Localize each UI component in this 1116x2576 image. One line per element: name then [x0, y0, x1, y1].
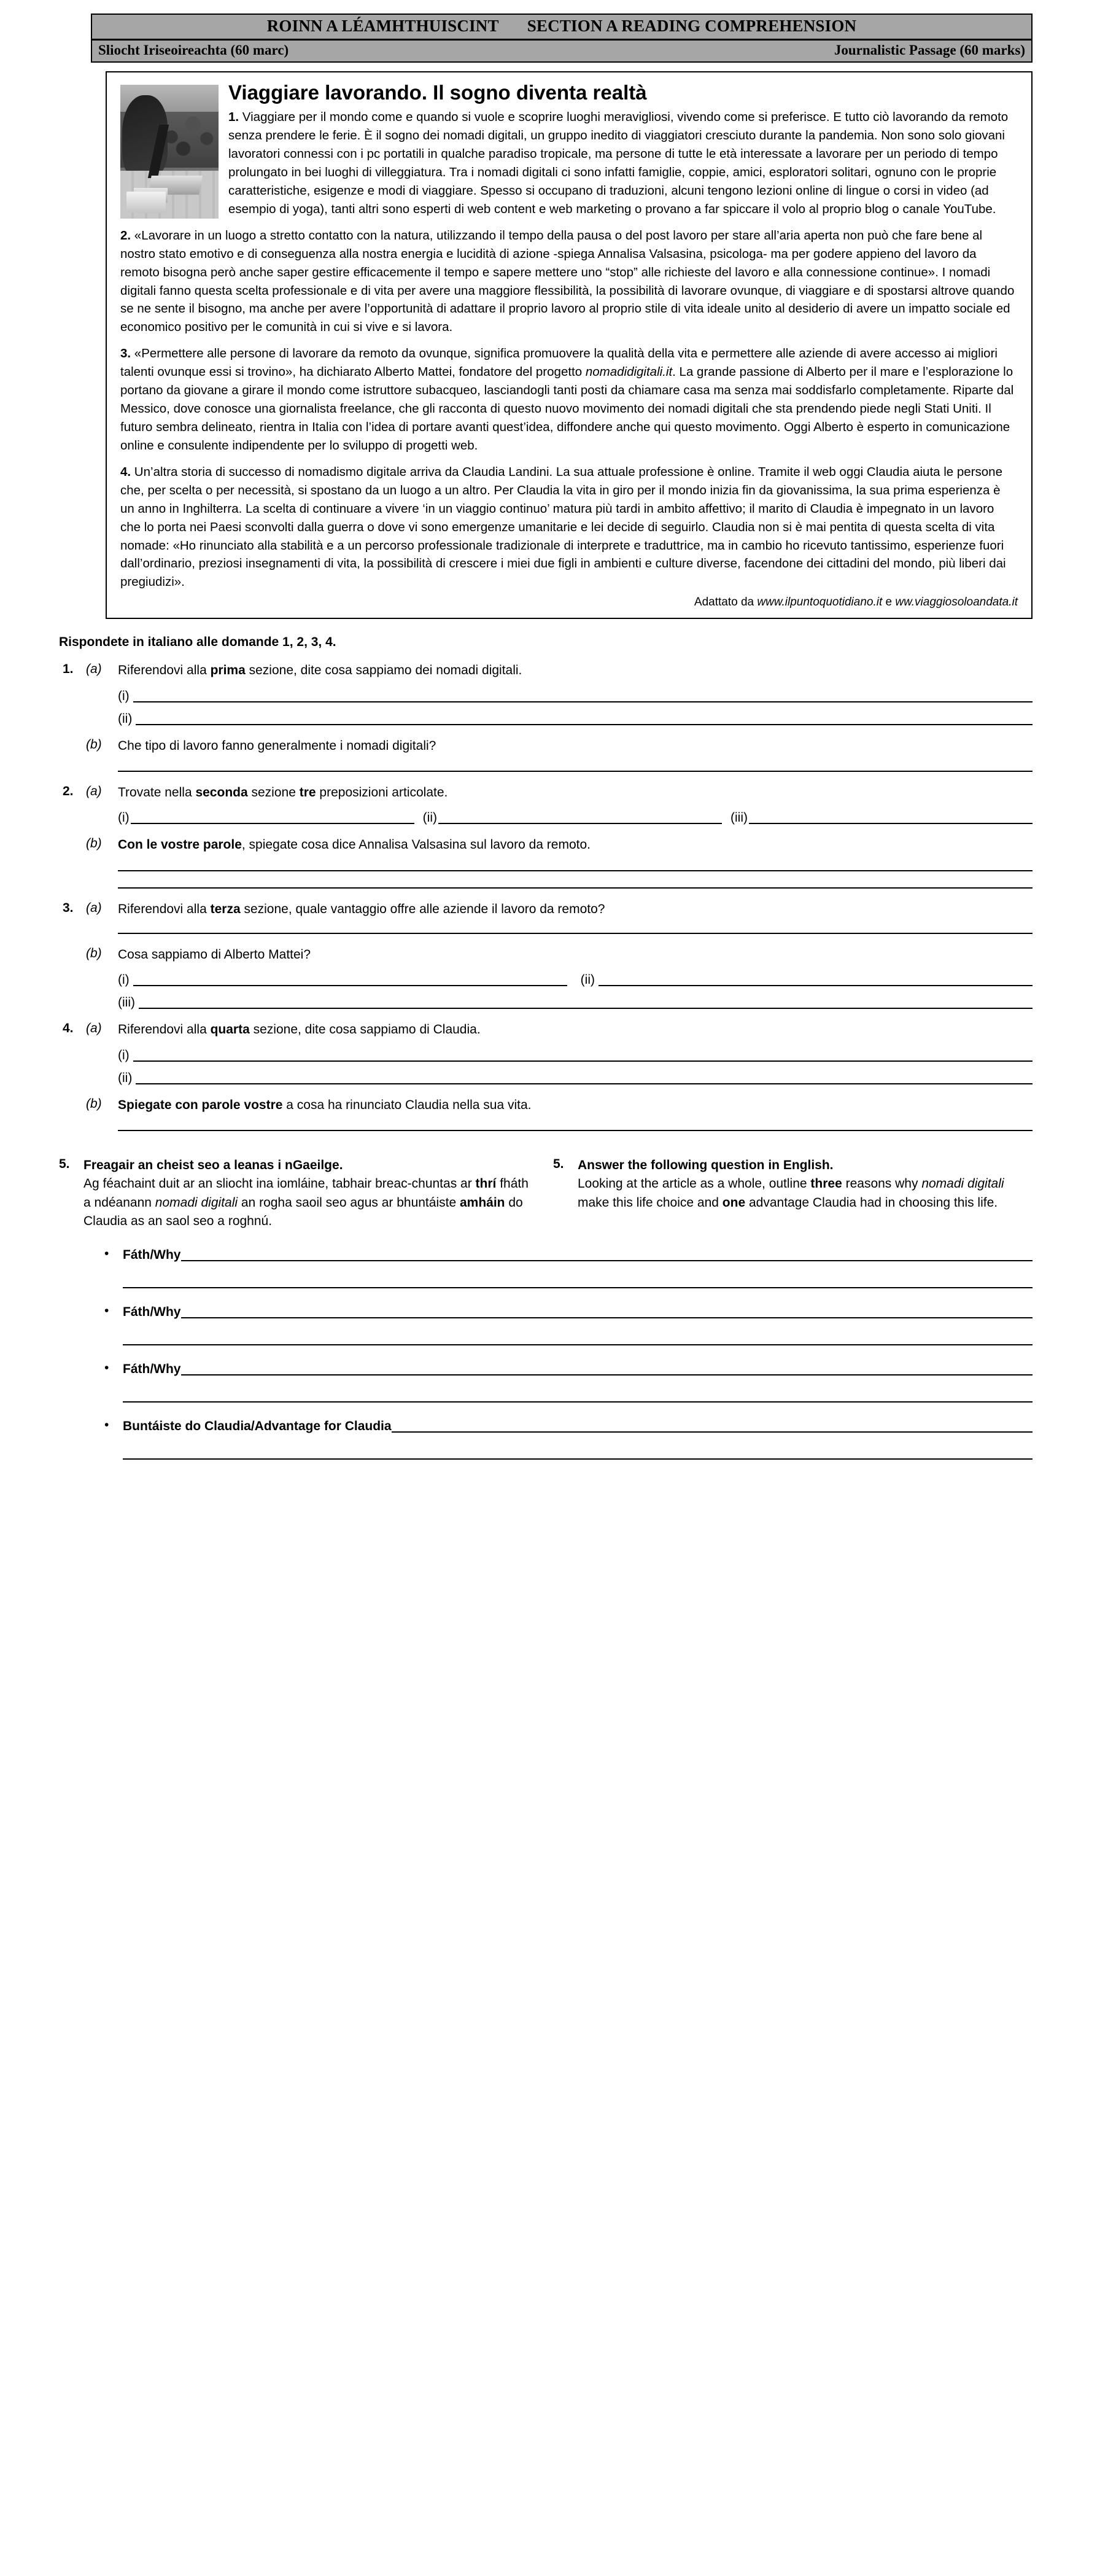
- article-paragraph-1: [120, 108, 1018, 219]
- q5-english-b1: three: [810, 1177, 842, 1191]
- question-letter-2b: (b): [86, 836, 102, 851]
- credit-prefix: Adattato da: [694, 596, 758, 609]
- question-letter-4a: (a): [86, 1021, 102, 1036]
- answer-line-2b-1[interactable]: [118, 869, 1033, 871]
- answer-rule[interactable]: [131, 814, 414, 824]
- credit-join: e: [882, 596, 896, 609]
- passage-subtitle-irish: Sliocht Iriseoireachta (60 marc): [98, 42, 289, 58]
- q5-english-t3: make this life choice and: [578, 1195, 723, 1210]
- question-4a: [59, 1021, 1033, 1038]
- credit-site-2: ww.viaggiosoloandata.it: [895, 596, 1018, 609]
- question-text-1a: [118, 662, 1033, 679]
- answer-rule[interactable]: [123, 1286, 1033, 1288]
- questions-instruction: Rispondete in italiano alle domande 1, 2, 3, 4.: [59, 635, 336, 650]
- question-5-heading-english: Answer the following question in English.: [578, 1158, 834, 1173]
- q5-english-t4: advantage Claudia had in choosing this life.: [745, 1195, 998, 1210]
- q2a-bold-1: seconda: [195, 785, 248, 800]
- roman-label-ii: (ii): [118, 711, 133, 726]
- question-letter-3b: (b): [86, 946, 102, 961]
- bullet-icon: •: [104, 1417, 109, 1432]
- bullet-label-4: Buntáiste do Claudia/Advantage for Claudia: [123, 1418, 392, 1433]
- question-3b: [59, 946, 1033, 963]
- q1a-text-after: sezione, dite cosa sappiamo dei nomadi digitali.: [245, 663, 522, 678]
- q4b-text-after: a cosa ha rinunciato Claudia nella sua vita.: [282, 1097, 532, 1112]
- q5-english-i1: nomadi digitali: [921, 1177, 1004, 1191]
- paragraph-number-4: 4.: [120, 464, 131, 479]
- paragraph-text-3a: «Permettere alle persone di lavorare da remoto da ovunque, significa promuovere la qualità della vita e permettere alle aziende di avere accesso ai migliori talenti ovunque essi si trovino», ha dichiarato Alberto Mattei, fondatore del progetto: [120, 346, 998, 379]
- section-title-english: SECTION A READING COMPREHENSION: [527, 17, 857, 35]
- q3a-text-after: sezione, quale vantaggio offre alle aziende il lavoro da remoto?: [240, 901, 605, 916]
- question-letter-2a: (a): [86, 784, 102, 798]
- q5-irish-b2: amháin: [459, 1195, 505, 1210]
- banner-bottom-row: [92, 41, 1031, 61]
- q2b-bold: Con le vostre parole: [118, 838, 242, 852]
- question-letter-1a: (a): [86, 662, 102, 677]
- q4a-text-before: Riferendovi alla: [118, 1022, 211, 1037]
- project-name-italic: nomadidigitali.it: [585, 365, 673, 379]
- answer-rule[interactable]: [123, 1457, 1033, 1460]
- question-2a: [59, 784, 1033, 801]
- answer-rule[interactable]: [133, 976, 567, 986]
- question-5-heading-irish: Freagair an cheist seo a leanas i nGaeilge.: [83, 1158, 343, 1173]
- answer-line-3a[interactable]: [118, 932, 1033, 934]
- article-title: Viaggiare lavorando. Il sogno diventa realtà: [228, 81, 647, 104]
- answer-lines-2a[interactable]: [59, 811, 1033, 824]
- question-5-answer-bullets: [104, 1247, 1033, 1460]
- q3a-bold: terza: [210, 901, 241, 916]
- paragraph-text-4: Un’altra storia di successo di nomadismo digitale arriva da Claudia Landini. La sua attuale professione è online. Tramite il web oggi Claudia aiuta le persone che, per scelta o per necessità, si spostano da un luogo a un altro. Per Claudia la vita in giro per il mondo inizia fin da giovanissima, la sua prima esperienza è un anno in Inghilterra. La scelta di continuare a vivere ‘in un viaggio continuo’ matura più tardi in ambito affettivo; il marito di Claudia è impegnato in un lavoro che lo porta nei Paesi sconvolti dalla guerra o dove vi sono emergenze umanitarie e lei decide di seguirlo. Claudia non si è mai pentita di questa scelta di vita nomade: «Ho rinunciato alla stabilità e a un percorso professionale tradizionale di interprete e traduttrice, ma in cambio ho ricevuto tantissimo, esperienze fuori dall’ordinario, preziosi insegnamenti di vita, la possibilità di crescere i miei due figli in ambienti e culture diverse, facendone dei cittadini del mondo, più liberi dai pregiudizi».: [120, 464, 1006, 590]
- question-text-4a: [118, 1021, 1033, 1038]
- q2a-text-after: preposizioni articolate.: [316, 785, 448, 800]
- q5-irish-b1: thrí: [475, 1177, 497, 1191]
- q2a-text-mid: sezione: [247, 785, 300, 800]
- roman-label-ii: (ii): [422, 811, 437, 825]
- answer-rule[interactable]: [139, 999, 1033, 1009]
- paragraph-number-2: 2.: [120, 228, 131, 243]
- question-text-1b: Che tipo di lavoro fanno generalmente i nomadi digitali?: [118, 738, 436, 753]
- question-number-1: 1.: [63, 662, 74, 677]
- answer-rule[interactable]: [123, 1400, 1033, 1403]
- bullet-label-1: Fáth/Why: [123, 1247, 181, 1262]
- answer-rule[interactable]: [599, 976, 1033, 986]
- answer-line-2b-2[interactable]: [118, 886, 1033, 889]
- answer-rule[interactable]: [181, 1252, 1033, 1261]
- q1a-bold: prima: [210, 663, 246, 678]
- article-paragraph-2: [120, 227, 1018, 337]
- roman-label-iii: (iii): [118, 995, 135, 1010]
- banner-top-row: [92, 15, 1031, 41]
- q5-english-t1: Looking at the article as a whole, outline: [578, 1177, 811, 1191]
- q4a-bold: quarta: [210, 1022, 250, 1037]
- answer-line-1a-i[interactable]: [59, 690, 1033, 702]
- q5-irish-i1: nomadi digitali: [155, 1195, 238, 1210]
- paragraph-number-1: 1.: [228, 110, 239, 125]
- question-2b: [59, 836, 1033, 854]
- q5-english-t2: reasons why: [842, 1177, 922, 1191]
- bullet-item-3: [104, 1361, 1033, 1403]
- answer-rule[interactable]: [136, 715, 1033, 725]
- roman-label-i: (i): [118, 811, 130, 825]
- question-5-english-column: [553, 1157, 1033, 1231]
- question-5-number-english: 5.: [553, 1157, 564, 1172]
- answer-rule[interactable]: [181, 1309, 1033, 1318]
- exam-page: [0, 14, 1116, 2576]
- answer-line-4b[interactable]: [118, 1129, 1033, 1131]
- section-title-irish: ROINN A LÉAMHTHUISCINT: [266, 17, 499, 35]
- q2a-text-before: Trovate nella: [118, 785, 196, 800]
- section-banner: [91, 14, 1033, 63]
- q4a-text-after: sezione, dite cosa sappiamo di Claudia.: [249, 1022, 481, 1037]
- bullet-item-2: [104, 1304, 1033, 1345]
- paragraph-number-3: 3.: [120, 346, 131, 361]
- roman-label-iii: (iii): [730, 811, 748, 825]
- q5-irish-t2: fháth a ndéanann: [83, 1177, 529, 1210]
- question-letter-3a: (a): [86, 900, 102, 915]
- answer-rule[interactable]: [392, 1423, 1033, 1433]
- article-paragraph-3: [120, 344, 1018, 455]
- question-5-text-english: [578, 1175, 1033, 1212]
- question-number-3: 3.: [63, 900, 74, 915]
- paragraph-text-2: «Lavorare in un luogo a stretto contatto con la natura, utilizzando il tempo della pausa o del post lavoro per stare all’aria aperta non può che fare bene al nostro stato emotivo e di conseguenza alla nostra energia e lucidità di azione -spiega Annalisa Valsasina, psicologa- ma per godere appieno del lavoro da remoto bisogna però anche saper gestire efficacemente il tempo e sapere mettere uno “stop” alle richieste del lavoro e alla connessione continue». I nomadi digitali fanno questa scelta professionale e di vita per avere una maggiore flessibilità, la possibilità di lavorare ovunque, di viaggiare e di spostarsi altrove quando se ne sente il bisogno, ma anche per avere l’opportunità di adattare il proprio lavoro al proprio stile di vita ideale unito al desiderio di avere un impatto sociale ed economico positivo per le comunità in cui si vive e si lavora.: [120, 228, 1015, 335]
- answer-rule[interactable]: [133, 693, 1033, 702]
- q3a-text-before: Riferendovi alla: [118, 901, 211, 916]
- roman-label-i: (i): [118, 1048, 130, 1062]
- answer-line-4a-i[interactable]: [59, 1049, 1033, 1062]
- answer-line-3b-iii[interactable]: [59, 996, 1033, 1009]
- question-letter-4b: (b): [86, 1096, 102, 1111]
- question-text-4b: [118, 1097, 1033, 1114]
- question-text-2b: [118, 836, 1033, 854]
- bullet-icon: •: [104, 1303, 109, 1318]
- question-text-2a: [118, 784, 1033, 801]
- question-3a: [59, 901, 1033, 918]
- q2a-bold-2: tre: [299, 785, 316, 800]
- answer-rule[interactable]: [438, 814, 722, 824]
- roman-label-ii: (ii): [580, 973, 595, 987]
- answer-line-1b[interactable]: [118, 769, 1033, 772]
- q4b-bold: Spiegate con parole vostre: [118, 1097, 283, 1112]
- question-1a: [59, 662, 1033, 679]
- bullet-label-3: Fáth/Why: [123, 1361, 181, 1376]
- article-photo: [120, 85, 219, 219]
- q5-irish-t3: an rogha saoil seo agus ar bhuntáiste: [238, 1195, 460, 1210]
- questions-block: [59, 662, 1033, 1131]
- answer-rule[interactable]: [181, 1366, 1033, 1376]
- q5-irish-t4: do Claudia as an saol seo a roghnú.: [83, 1195, 523, 1229]
- bullet-icon: •: [104, 1360, 109, 1375]
- answer-line-4a-ii[interactable]: [59, 1072, 1033, 1084]
- question-4b: [59, 1097, 1033, 1114]
- question-number-2: 2.: [63, 784, 74, 798]
- question-5: [59, 1157, 1033, 1231]
- question-1b: [59, 737, 1033, 755]
- answer-rule[interactable]: [133, 1052, 1033, 1062]
- roman-label-i: (i): [118, 973, 130, 987]
- roman-label-ii: (ii): [118, 1070, 133, 1085]
- q5-irish-t1: Ag féachaint duit ar an sliocht ina iomláine, tabhair breac-chuntas ar: [83, 1177, 476, 1191]
- q1a-text-before: Riferendovi alla: [118, 663, 211, 678]
- answer-lines-3b-pair[interactable]: [59, 973, 1033, 986]
- article-paragraph-4: [120, 463, 1018, 591]
- bullet-label-2: Fáth/Why: [123, 1304, 181, 1319]
- article-head: [120, 81, 1018, 227]
- q2b-text-after: , spiegate cosa dice Annalisa Valsasina sul lavoro da remoto.: [241, 838, 591, 852]
- bullet-item-4: [104, 1418, 1033, 1460]
- bullet-icon: •: [104, 1246, 109, 1261]
- paragraph-text-3b: . La grande passione di Alberto per il mare e l’esplorazione lo portano da giovane a girare il mondo come istruttore subacqueo, lasciandogli tanti posti da chiamare casa ma senza mai soddisfarlo completamente. Riparte dal Messico, dove conosce una giornalista freelance, che gli racconta di questo nuovo movimento dei nomadi digitali che sta prendendo piede negli Stati Uniti. Il futuro sembra delineato, rientra in Italia con l’idea di portare avanti quest’idea, diffondere anche qui questo movimento. Oggi Alberto è esperto in comunicazione online e consulente indipendente per lo sviluppo di progetti web.: [120, 365, 1014, 453]
- q5-english-b2: one: [722, 1195, 746, 1210]
- article-credit: [120, 596, 1018, 609]
- passage-subtitle-english: Journalistic Passage (60 marks): [834, 42, 1025, 58]
- answer-rule[interactable]: [123, 1343, 1033, 1345]
- bullet-item-1: [104, 1247, 1033, 1288]
- question-text-3b: Cosa sappiamo di Alberto Mattei?: [118, 948, 311, 962]
- answer-rule[interactable]: [136, 1075, 1033, 1084]
- question-5-number-irish: 5.: [59, 1157, 70, 1172]
- roman-label-i: (i): [118, 688, 130, 703]
- article-box: [106, 71, 1033, 619]
- credit-site-1: www.ilpuntoquotidiano.it: [757, 596, 883, 609]
- question-letter-1b: (b): [86, 737, 102, 752]
- question-5-text-irish: [83, 1175, 538, 1231]
- paragraph-text-1: Viaggiare per il mondo come e quando si vuole e scoprire luoghi meravigliosi, vivendo come si preferisce. E tutto ciò lavorando da remoto senza prendere le ferie. È il sogno dei nomadi digitali, un gruppo inedito di viaggiatori cresciuto durante la pandemia. Non sono solo giovani lavoratori connessi con i pc portatili in qualche paradiso tropicale, ma persone di tutte le età interessate a lavorare per un periodo di tempo prolungato in bei luoghi di villeggiatura. Tra i nomadi digitali ci sono infatti famiglie, coppie, amici, esploratori solitari, ognuno con le proprie caratteristiche, esigenze e modi di viaggiare. Spesso si occupano di traduzioni, alcuni tengono lezioni online di lingue o corsi in video (ad esempio di yoga), tanti altri sono esperti di web content e web marketing o provano a far spiccare il volo al proprio blog o canale YouTube.: [228, 110, 1009, 216]
- question-number-4: 4.: [63, 1021, 74, 1036]
- answer-rule[interactable]: [749, 814, 1033, 824]
- answer-line-1a-ii[interactable]: [59, 712, 1033, 725]
- question-text-3a: [118, 901, 1033, 918]
- question-5-irish-column: [59, 1157, 538, 1231]
